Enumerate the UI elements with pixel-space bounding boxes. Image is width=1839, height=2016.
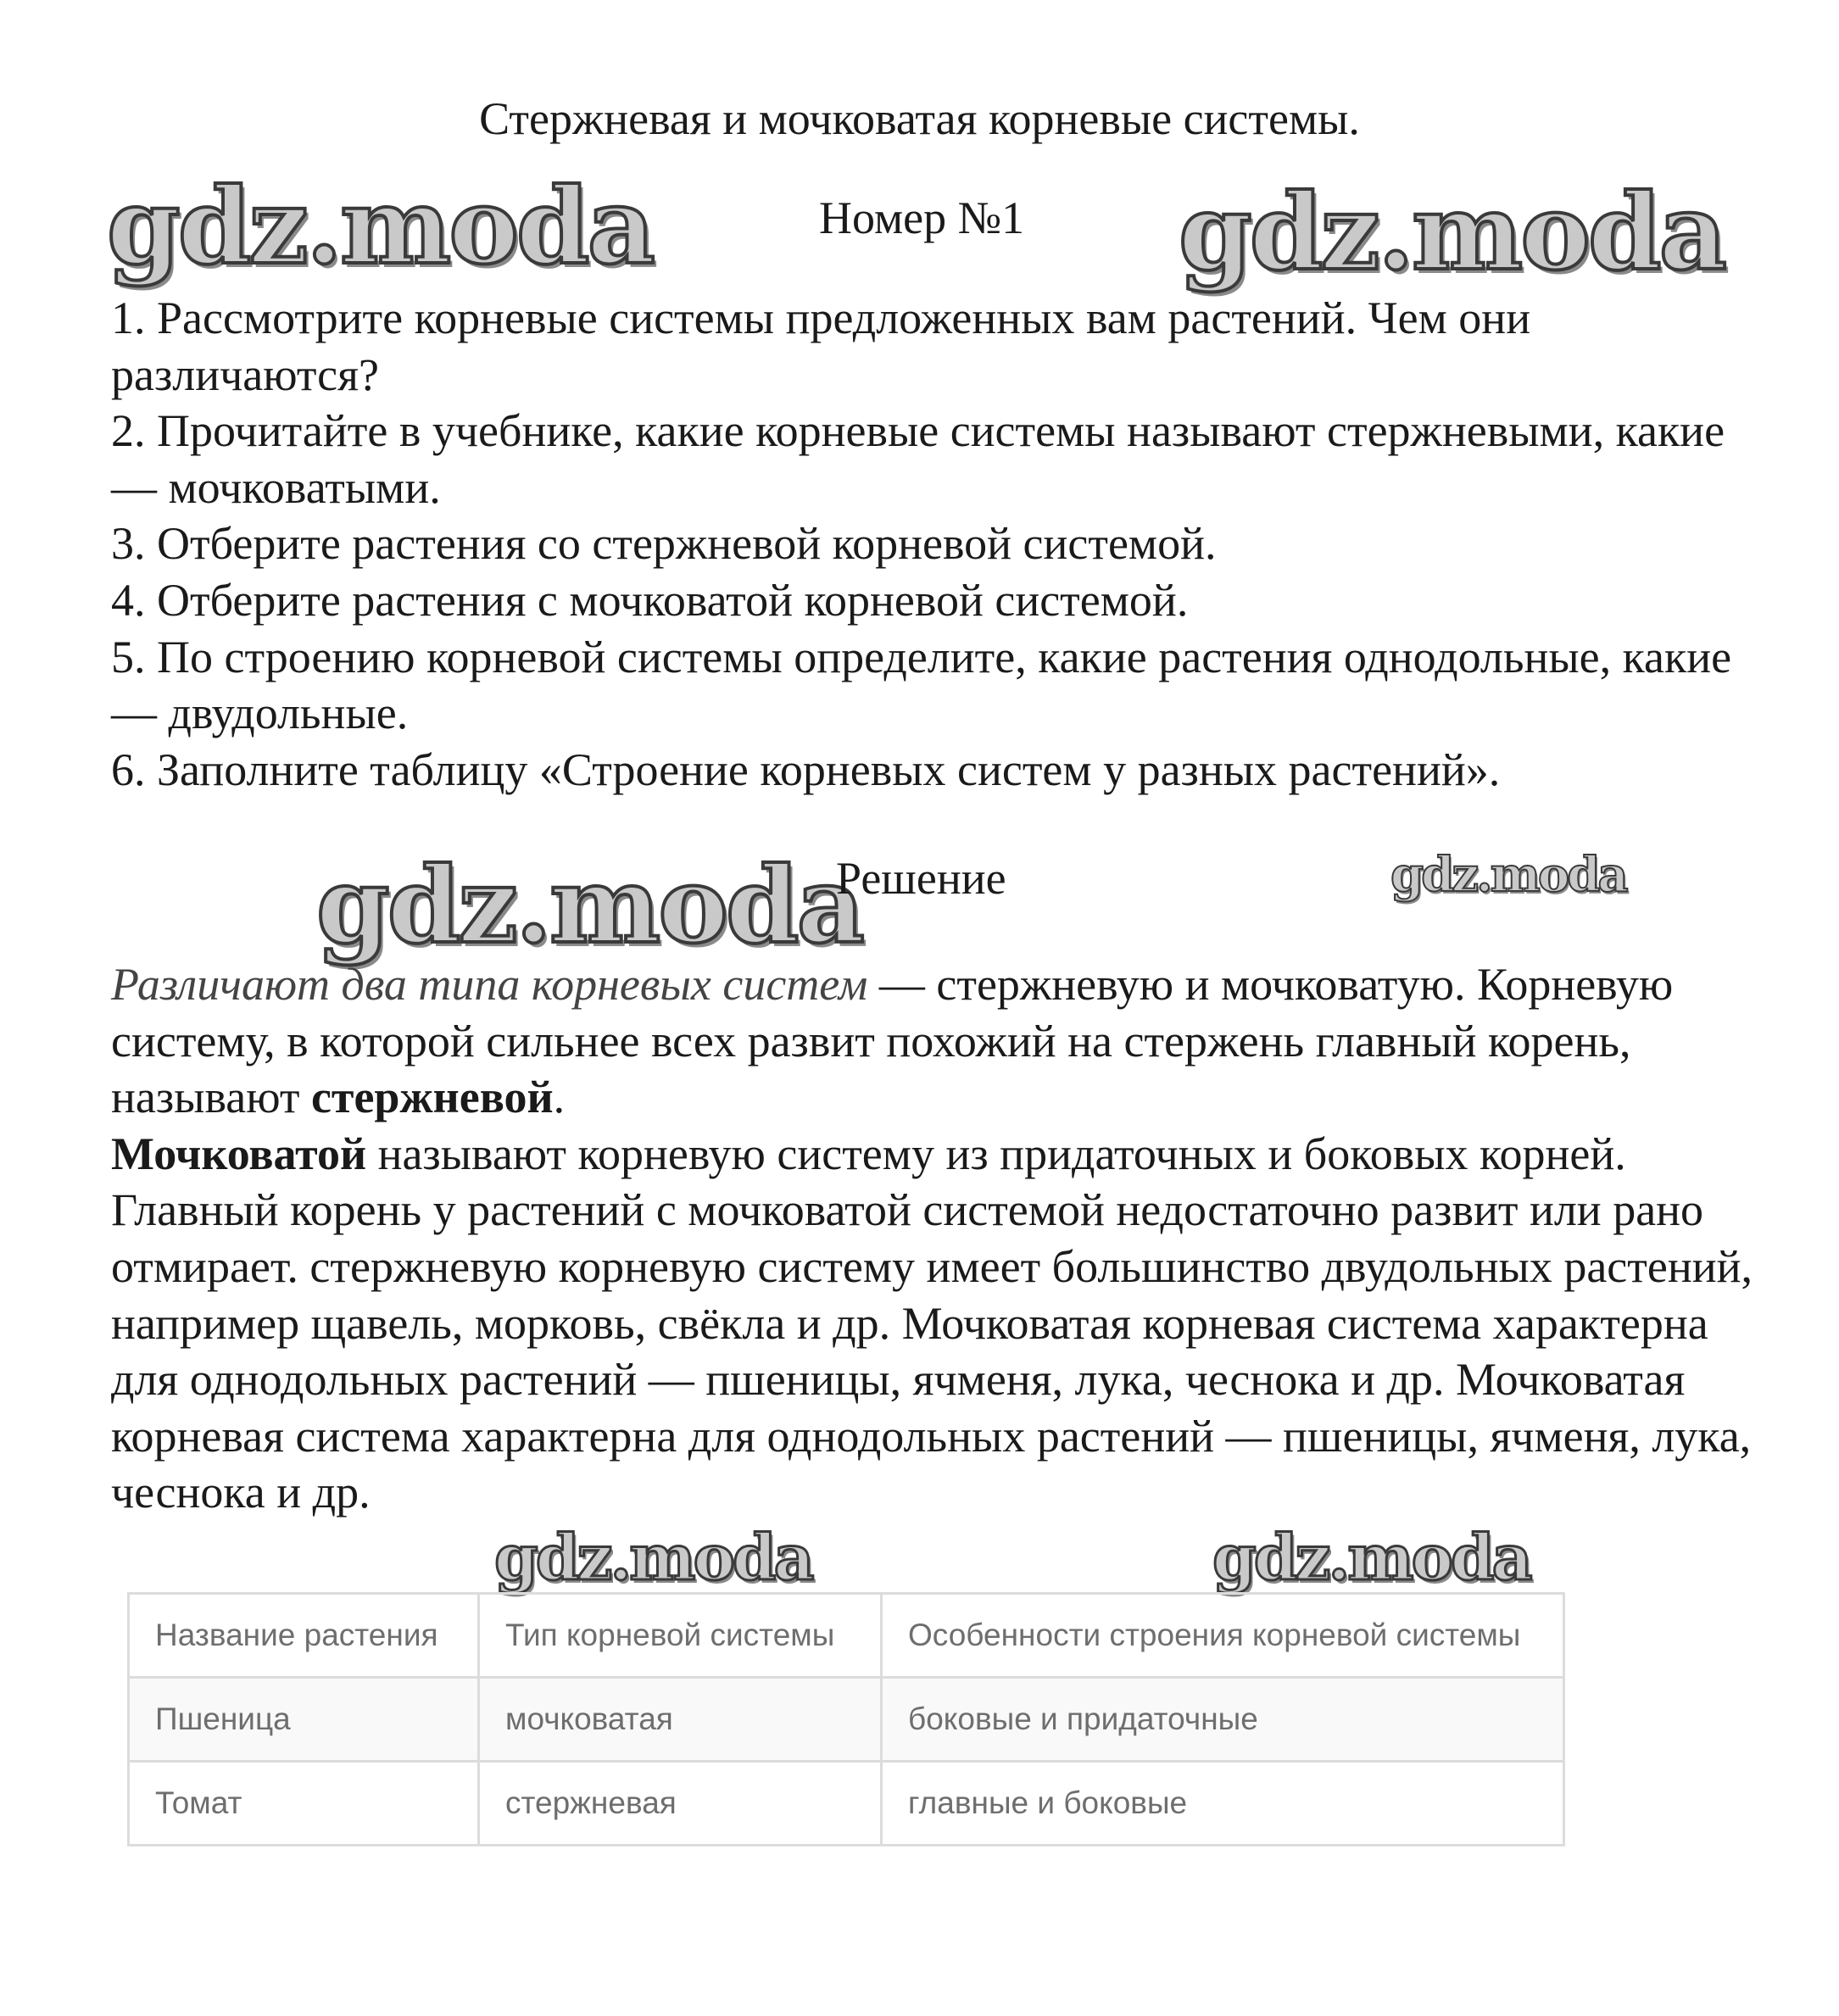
- table-header-cell: Название растения: [129, 1594, 479, 1678]
- table-header-cell: Тип корневой системы: [479, 1594, 882, 1678]
- table-header-row: [129, 1594, 1564, 1678]
- term-taproot: стержневой: [310, 1072, 554, 1123]
- task-item: 1. Рассмотрите корневые системы предложенных вам растений. Чем они различаются?: [111, 292, 1531, 400]
- task-list: [111, 290, 1773, 798]
- solution-paragraph-1: Различают два типа корневых систем — стержневую и мочковатую. Корневую систему, в которой сильнее всех развит похожий на стержень главный корень, называют стержневой.: [111, 959, 1674, 1123]
- task-item: 4. Отберите растения с мочковатой корневой системой.: [111, 574, 1189, 626]
- root-systems-table: [127, 1592, 1565, 1846]
- watermark-bottom-right: gdz.moda: [1212, 1522, 1530, 1595]
- table-row: [129, 1762, 1564, 1846]
- table-cell: Томат: [129, 1762, 479, 1846]
- table-row: [129, 1678, 1564, 1762]
- task-item: 6. Заполните таблицу «Строение корневых систем у разных растений».: [111, 743, 1501, 795]
- solution-text: [111, 956, 1773, 1521]
- watermark-bottom-left: gdz.moda: [494, 1522, 812, 1595]
- solution-italic-phrase: Различают два типа корневых систем: [111, 959, 868, 1010]
- watermark-top-left: gdz.moda: [107, 165, 653, 288]
- task-item: 5. По строению корневой системы определите, какие растения однодольные, какие — двудольные.: [111, 631, 1732, 739]
- task-item: 2. Прочитайте в учебнике, какие корневые системы называют стержневыми, какие — мочковатыми.: [111, 405, 1725, 513]
- table-header-cell: Особенности строения корневой системы: [882, 1594, 1564, 1678]
- table-cell: главные и боковые: [882, 1762, 1564, 1846]
- task-item: 3. Отберите растения со стержневой корневой системой.: [111, 518, 1217, 570]
- term-fibrous: Мочковатой: [111, 1128, 367, 1179]
- task-number: Номер №1: [819, 192, 1025, 243]
- watermark-top-right: gdz.moda: [1179, 171, 1725, 294]
- page-title: Стержневая и мочковатая корневые системы.: [479, 93, 1360, 144]
- table-cell: мочковатая: [479, 1678, 882, 1762]
- table-cell: стержневая: [479, 1762, 882, 1846]
- solution-paragraph-2: Мочковатой называют корневую систему из придаточных и боковых корней. Главный корень у растений с мочковатой системой недостаточно развит или рано отмирает. стержневую корневую систему имеет большинство двудольных растений, например щавель, морковь, свёкла и др. Мочковатая корневая система характерна для однодольных растений — пшеницы, ячменя, лука, чеснока и др. Мочковатая корневая система характерна для однодольных растений — пшеницы, ячменя, лука, чеснока и др.: [111, 1128, 1753, 1518]
- table-cell: боковые и придаточные: [882, 1678, 1564, 1762]
- watermark-middle-right: gdz.moda: [1390, 847, 1626, 903]
- solution-heading: Решение: [836, 853, 1006, 904]
- table-cell: Пшеница: [129, 1678, 479, 1762]
- watermark-middle-left: gdz.moda: [316, 844, 862, 967]
